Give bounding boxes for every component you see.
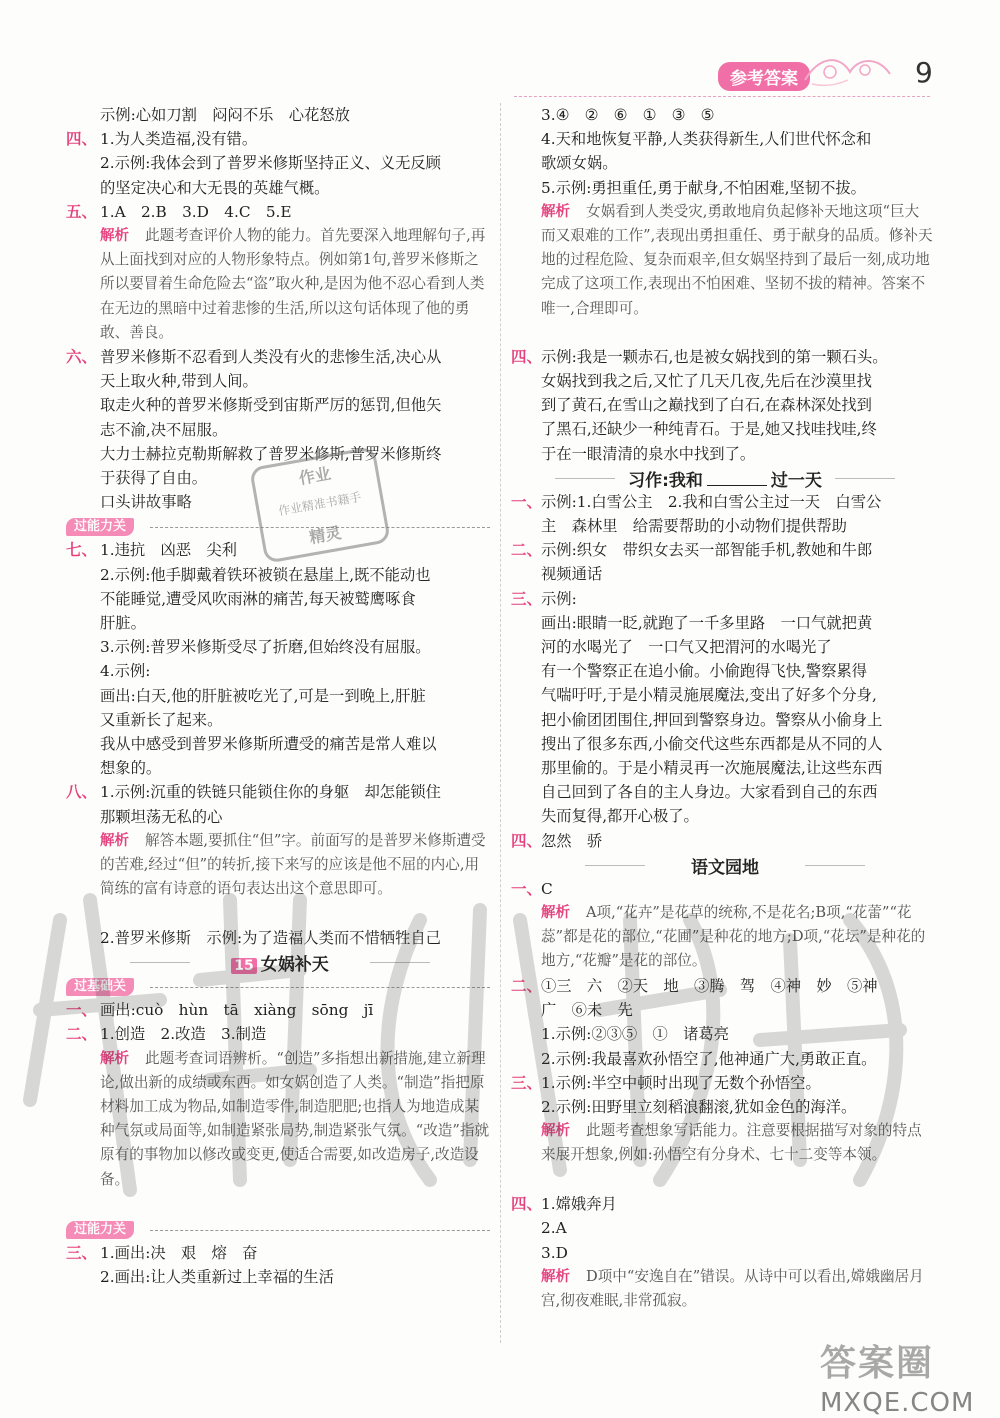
- answer-line: 示例:心如刀割 闷闷不乐 心花怒放: [100, 106, 350, 124]
- answer-line: 到了黄石,在雪山之巅找到了白石,在森林深处找到: [541, 396, 872, 415]
- answer-line: 5.示例:勇担重任,勇于献身,不怕困难,坚韧不拔。: [541, 178, 866, 197]
- answer-line: 把小偷团团围住,押回到警察身边。警察从小偷身上: [541, 710, 883, 729]
- lesson-title: 女娲补天: [260, 954, 329, 975]
- analysis-block: [100, 1047, 492, 1192]
- section-number: 二、: [66, 1025, 98, 1044]
- answer-line: 歌颂女娲。: [541, 154, 618, 173]
- answer-line: 1.画出:决 艰 熔 奋: [100, 1243, 258, 1262]
- analysis-text: 解答本题,要抓住“但”字。前面写的是普罗米修斯遭受的苦难,经过“但”的转折,接下来写的应该是他不屈的内心,用简练的富有诗意的语句表达出这个意思即可。: [100, 831, 486, 898]
- answer-line: 画出:眼睛一眨,就跑了一千多里路 一口气就把黄: [541, 613, 873, 632]
- answer-line: 有一个警察正在追小偷。小偷跑得飞快,警察累得: [541, 662, 868, 681]
- analysis-label: 解析: [541, 1268, 570, 1285]
- analysis-block: [100, 224, 492, 345]
- answer-line: 3.示例:普罗米修斯受尽了折磨,但始终没有屈服。: [100, 638, 431, 657]
- section-number: 七、: [66, 541, 98, 560]
- pill-rule: [150, 1230, 490, 1231]
- section-pill: 过基础关: [66, 978, 134, 996]
- analysis-text: 此题考查评价人物的能力。首先要深入地理解句子,再从上面找到对应的人物形象特点。例如第1句,普罗米修斯之所以要冒着生命危险去“盗”取火种,是因为他不忍心看到人类在无边的黑暗中过着悲惨的生活,所以这句话体现了他的勇敢、善良。: [100, 226, 486, 341]
- answer-line: 忽然 骄: [541, 831, 603, 850]
- section-heading-writing: [515, 466, 935, 490]
- section-number: 六、: [66, 347, 98, 366]
- answer-line: 于获得了自由。: [100, 468, 208, 487]
- analysis-text: 此题考查想象写话能力。注意要根据描写对象的特点来展开想象,例如:孙悟空有分身术、七十二变等本领。: [541, 1122, 922, 1164]
- answer-line: 那颗坦荡无私的心: [100, 807, 223, 826]
- answer-line: 4.天和地恢复平静,人类获得新生,人们世代怀念和: [541, 130, 872, 149]
- answer-line: 失而复得,都开心极了。: [541, 807, 699, 826]
- answer-line: 1.示例:②③⑤ ① 诸葛亮: [541, 1025, 730, 1044]
- answer-line: 1.为人类造福,没有错。: [100, 130, 258, 149]
- answer-line: 1.A 2.B 3.D 4.C 5.E: [100, 202, 292, 221]
- section-number: 一、: [511, 879, 543, 898]
- answer-line: 1.创造 2.改造 3.制造: [100, 1025, 267, 1044]
- answer-line: 1.嫦娥奔月: [541, 1195, 617, 1214]
- section-number: 三、: [511, 589, 543, 608]
- analysis-label: 解析: [541, 203, 570, 220]
- heading-text: 语文园地: [691, 857, 759, 878]
- answer-line: 又重新长了起来。: [100, 710, 223, 729]
- stamp-text: 作业: [297, 463, 333, 489]
- analysis-label: 解析: [100, 832, 129, 849]
- site-watermark: [820, 1335, 974, 1418]
- section-number: 一、: [511, 492, 543, 511]
- section-number: 五、: [66, 202, 98, 221]
- brand-logo-text: 答案圈: [820, 1343, 935, 1384]
- lesson-number-badge: 15: [231, 958, 256, 974]
- pill-rule: [150, 987, 490, 988]
- lesson-heading: [70, 950, 490, 974]
- answer-line: 主 森林里 给需要帮助的小动物们提供帮助: [541, 517, 847, 536]
- answer-line: 视频通话: [541, 565, 603, 584]
- answer-line: 的坚定决心和大无畏的英雄气概。: [100, 178, 330, 197]
- section-pill: 过能力关: [66, 1221, 134, 1239]
- answer-line: 取走火种的普罗米修斯受到宙斯严厉的惩罚,但他矢: [100, 396, 442, 415]
- analysis-block: [541, 1265, 933, 1313]
- answer-line: 河的水喝光了 一口气又把渭河的水喝光了: [541, 638, 832, 656]
- answer-line: 口头讲故事略: [100, 493, 192, 512]
- analysis-label: 解析: [541, 905, 570, 922]
- answer-line: 广 ⑥未 先: [541, 1001, 633, 1020]
- analysis-label: 解析: [100, 1050, 129, 1067]
- answer-line: 3.D: [541, 1243, 568, 1262]
- section-pill: 过能力关: [66, 518, 134, 536]
- answer-line: 2.画出:让人类重新过上幸福的生活: [100, 1268, 334, 1286]
- answer-line: 普罗米修斯不忍看到人类没有火的悲惨生活,决心从: [100, 347, 442, 366]
- section-number: 八、: [66, 783, 98, 802]
- analysis-text: 女娲看到人类受灾,勇敢地肩负起修补天地这项“巨大而又艰难的工作”,表现出勇担重任、勇于献身的品质。修补天地的过程危险、复杂而艰辛,但女娲坚持到了最后一刻,成功地完成了这项工作,表现出不怕困难、坚韧不拔的精神。答案不唯一,合理即可。: [541, 202, 933, 317]
- analysis-text: A项,“花卉”是花草的统称,不是花名;B项,“花蕾”“花蕊”都是花的部位,“花圃”是种花的地方;D项,“花坛”是种花的地方,“花瓣”是花的部位。: [541, 904, 926, 970]
- answer-line: 了黑石,还缺少一种纯青石。于是,她又找哇找哇,终: [541, 420, 877, 439]
- section-number: 三、: [511, 1073, 543, 1092]
- answer-line: 肝脏。: [100, 614, 146, 632]
- section-number: 四、: [511, 831, 543, 850]
- answer-line: 1.示例:沉重的铁链只能锁住你的身躯 却怎能锁住: [100, 783, 441, 802]
- brand-url: MXQE.COM: [820, 1388, 975, 1418]
- answer-line: 2.普罗米修斯 示例:为了造福人类而不惜牺牲自己: [100, 928, 441, 947]
- answer-line: 2.示例:我体会到了普罗米修斯坚持正义、义无反顾: [100, 154, 441, 173]
- answer-line: 想象的。: [100, 759, 162, 778]
- section-number: 四、: [511, 1195, 543, 1214]
- section-number: 四、: [511, 347, 543, 366]
- answer-line: 2.A: [541, 1219, 567, 1238]
- answer-line: C: [541, 879, 553, 898]
- analysis-block: [541, 1119, 933, 1167]
- analysis-block: [541, 200, 933, 321]
- header-section-tag: 参考答案: [718, 62, 810, 91]
- answer-line: 画出:白天,他的肝脏被吃光了,可是一到晚上,肝脏: [100, 686, 426, 705]
- blank-underline: [707, 485, 767, 486]
- answer-line: ①三 六 ②天 地 ③腾 驾 ④神 妙 ⑤神: [541, 977, 878, 996]
- answer-line: 志不渝,决不屈服。: [100, 420, 228, 439]
- section-number: 四、: [66, 130, 98, 149]
- answer-line: 示例:我是一颗赤石,也是被女娲找到的第一颗石头。: [541, 347, 888, 366]
- analysis-text: D项中“安逸自在”错误。从诗中可以看出,嫦娥幽居月宫,彻夜难眠,非常孤寂。: [541, 1267, 924, 1309]
- answer-line: 2.示例:田野里立刻稻浪翻滚,犹如金色的海洋。: [541, 1098, 857, 1116]
- left-column: [66, 103, 490, 1289]
- section-number: 一、: [66, 1001, 98, 1020]
- heading-part: 习作:我和: [628, 470, 703, 491]
- answer-line: 示例:: [541, 589, 577, 608]
- answer-line: 2.示例:他手脚戴着铁环被锁在悬崖上,既不能动也: [100, 565, 431, 584]
- analysis-label: 解析: [541, 1123, 570, 1140]
- section-number: 二、: [511, 977, 543, 996]
- answer-line: 画出:cuò hùn tā xiàng sōng jī: [100, 1001, 374, 1020]
- answer-line: 于在一眼清清的泉水中找到了。: [541, 444, 756, 463]
- page-number: 9: [915, 56, 933, 89]
- answer-line: 女娲找到我之后,又忙了几天几夜,先后在沙漠里找: [541, 371, 872, 390]
- stamp-text: 作业精准书籍手: [277, 489, 363, 519]
- answer-line: 4.示例:: [100, 662, 151, 681]
- section-number: 二、: [511, 541, 543, 560]
- answer-line: 气喘吁吁,于是小精灵施展魔法,变出了好多个分身,: [541, 686, 877, 705]
- answer-line: 那里偷的。于是小精灵再一次施展魔法,让这些东西: [541, 758, 883, 777]
- answer-line: 1.示例:半空中顿时出现了无数个孙悟空。: [541, 1073, 821, 1092]
- answer-line: 我从中感受到普罗米修斯所遭受的痛苦是常人难以: [100, 734, 437, 753]
- answer-line: 搜出了很多东西,小偷交代这些东西都是从不同的人: [541, 734, 883, 753]
- answer-line: 不能睡觉,遭受风吹雨淋的痛苦,每天被鹫鹰啄食: [100, 589, 416, 608]
- column-divider: [500, 103, 501, 1343]
- answer-line: 3.④ ② ⑥ ① ③ ⑤: [541, 106, 715, 124]
- analysis-label: 解析: [100, 227, 129, 244]
- analysis-block: [541, 901, 933, 974]
- answer-line: 自己回到了各自的主人身边。大家看到自己的东西: [541, 783, 878, 802]
- answer-line: 天上取火种,带到人间。: [100, 372, 258, 391]
- section-number: 三、: [66, 1243, 98, 1262]
- heading-part: 过一天: [770, 470, 822, 491]
- answer-line: 2.示例:我最喜欢孙悟空了,他神通广大,勇敢正直。: [541, 1049, 877, 1068]
- answer-line: 1.违抗 凶恶 尖利: [100, 541, 237, 560]
- answer-line: 示例:织女 带织女去买一部智能手机,教她和牛郎: [541, 541, 873, 560]
- answer-line: 示例:1.白雪公主 2.我和白雪公主过一天 白雪公: [541, 492, 882, 511]
- floral-decoration-icon: [800, 50, 895, 90]
- stamp-text: 精灵: [307, 522, 343, 548]
- section-heading-yuwen: [515, 853, 935, 877]
- header-rule: [514, 96, 930, 97]
- answer-line: 大力士赫拉克勒斯解救了普罗米修斯,普罗米修斯终: [100, 444, 442, 463]
- right-column: [511, 103, 935, 1314]
- analysis-block: [100, 829, 492, 902]
- analysis-text: 此题考查词语辨析。“创造”多指想出新措施,建立新理论,做出新的成绩或东西。如女娲创造了人类。“制造”指把原材料加工成为物品,如制造零件,制造肥肥;也指人为地造成某种气氛或局面等,如制造紧张局势,制造紧张气氛。“改造”指就原有的事物加以修改或变更,使适合需要,如改造房子,改造设备。: [100, 1049, 490, 1188]
